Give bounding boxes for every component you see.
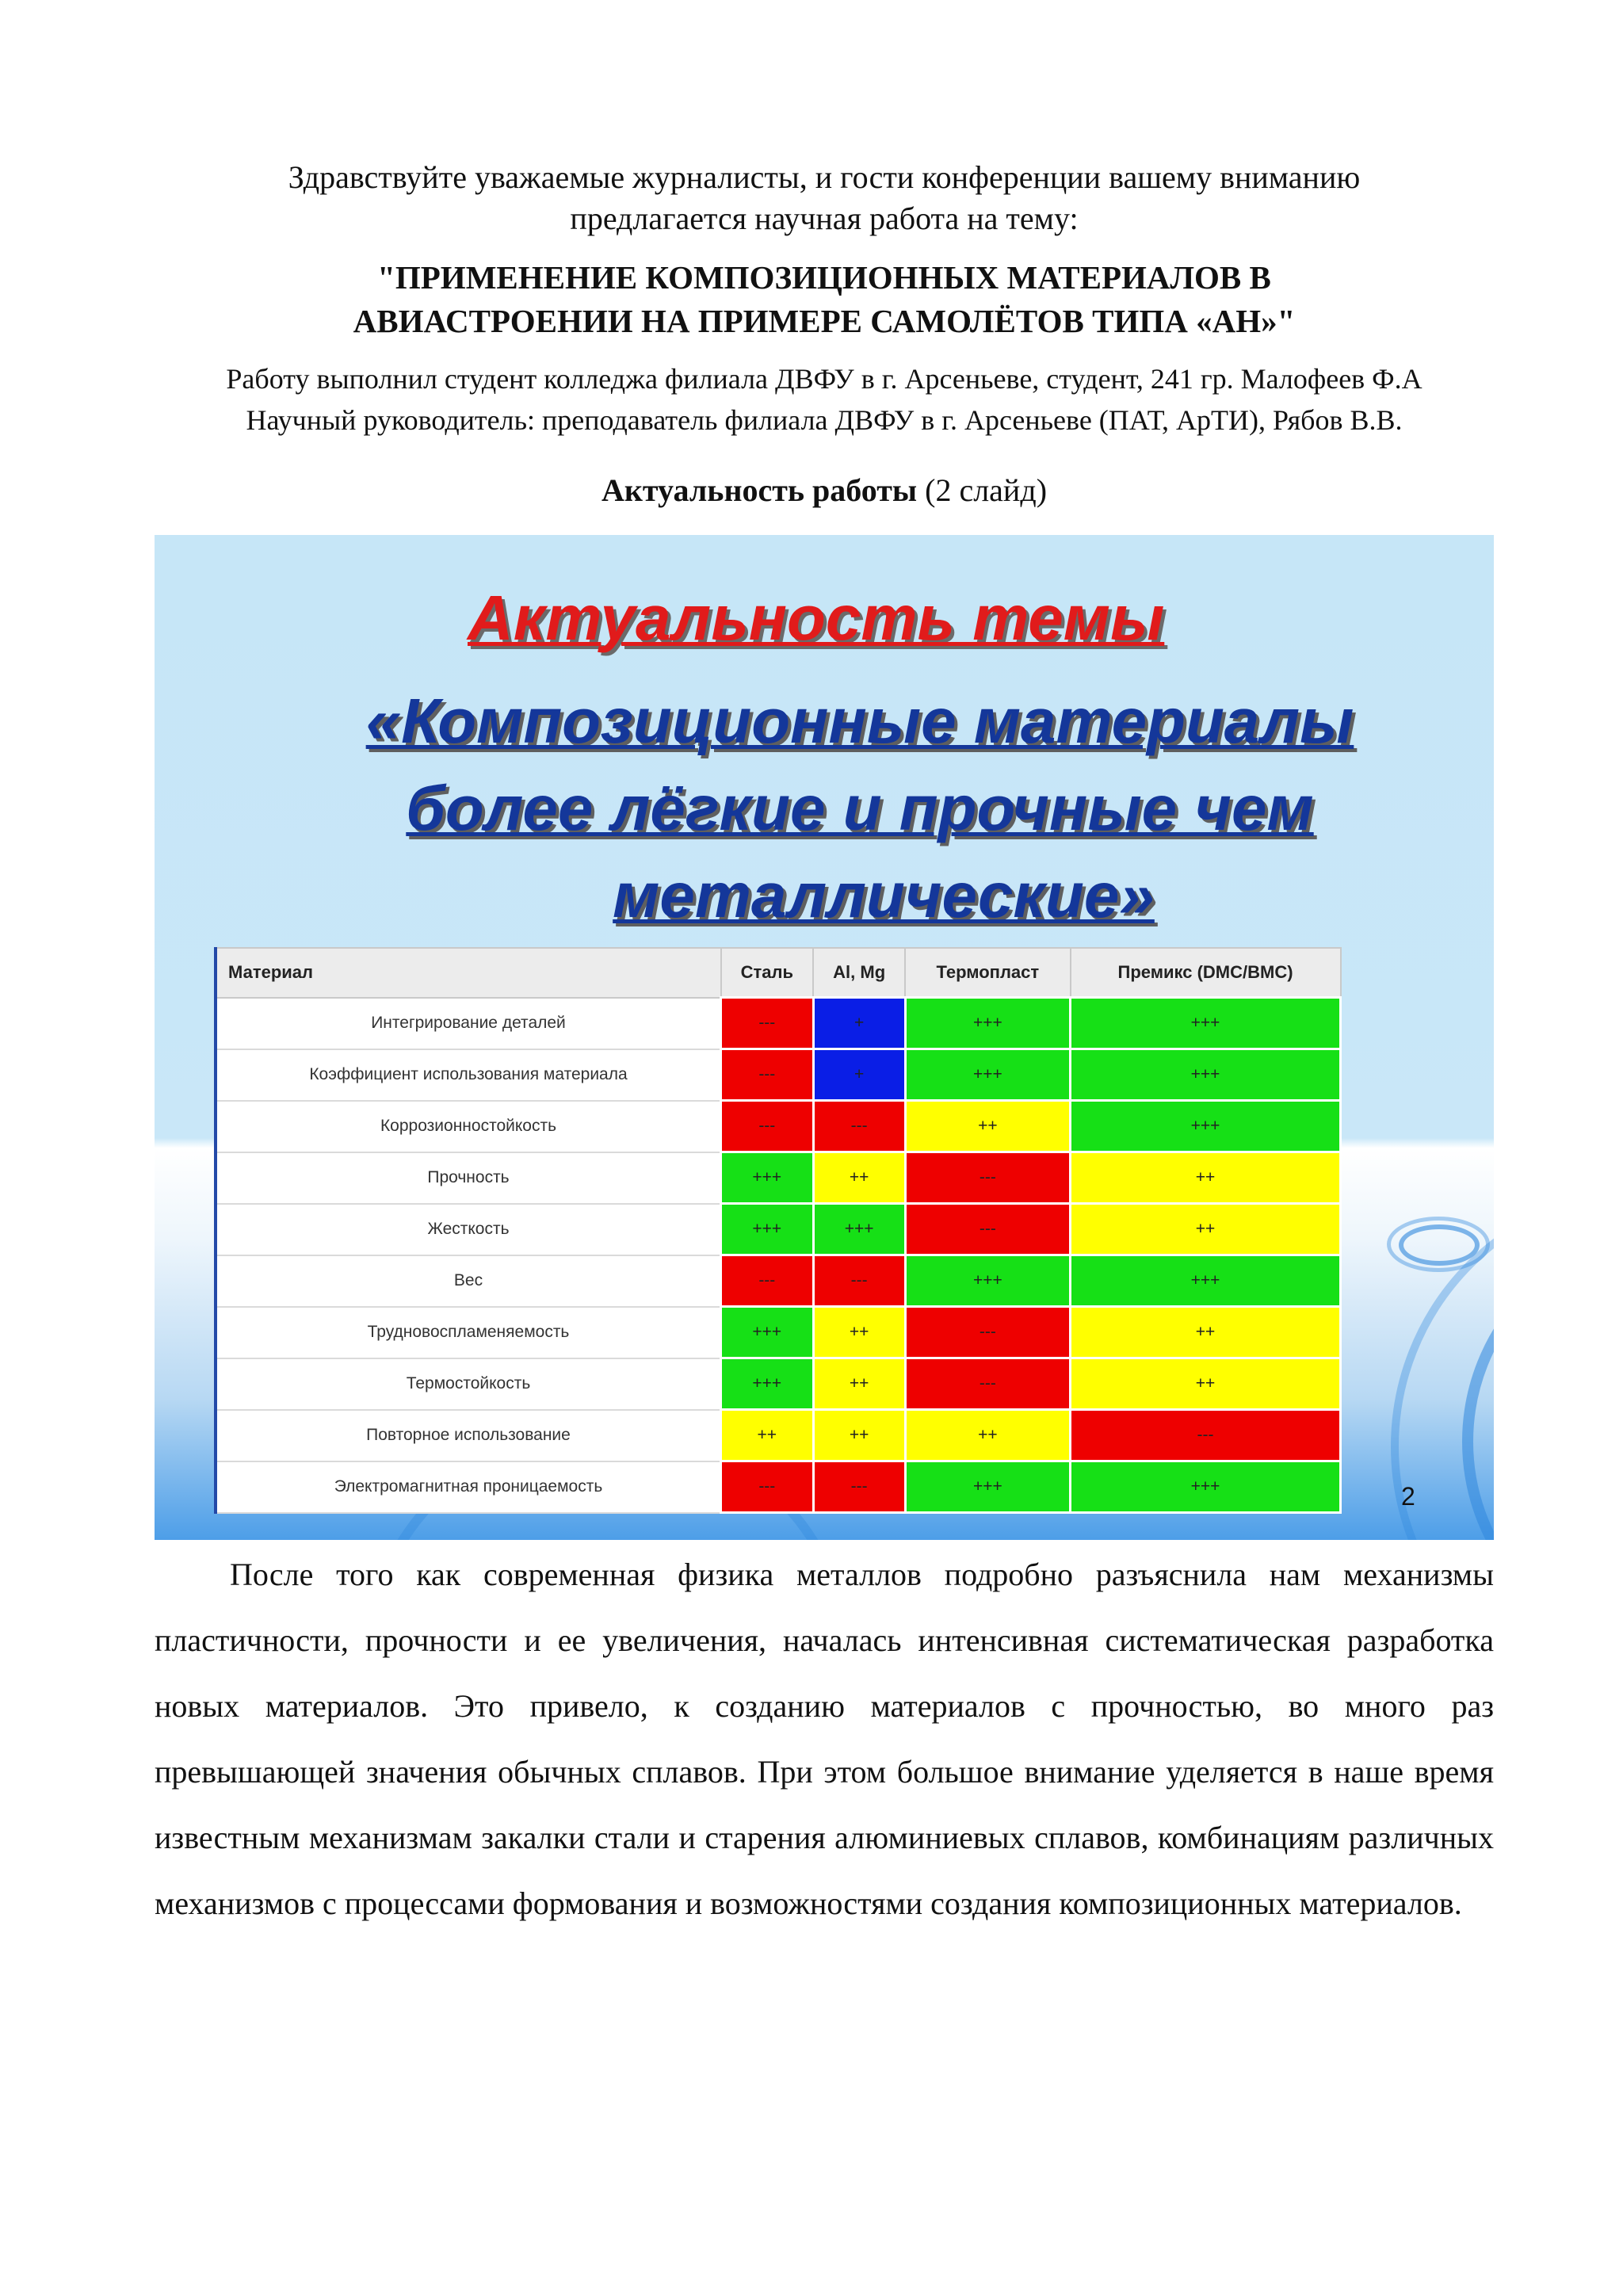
materials-table xyxy=(214,947,1342,1514)
header-premix: Премикс (DMC/BMC) xyxy=(1071,948,1341,998)
document-title xyxy=(155,256,1494,343)
decorative-ring xyxy=(1387,1217,1490,1272)
rating-cell: + xyxy=(813,1049,905,1101)
slide-quote-line-2: более лёгкие и прочные чем xyxy=(406,773,1314,843)
rating-cell: +++ xyxy=(721,1204,814,1255)
rating-cell: --- xyxy=(905,1204,1070,1255)
rating-cell: --- xyxy=(721,1461,814,1513)
intro-line-1: Здравствуйте уважаемые журналисты, и гости конференции вашему вниманию xyxy=(288,159,1361,195)
rating-cell: --- xyxy=(721,998,814,1049)
rating-cell: +++ xyxy=(721,1152,814,1204)
rating-cell: --- xyxy=(721,1255,814,1307)
rating-cell: ++ xyxy=(813,1152,905,1204)
table-row xyxy=(216,1049,1341,1101)
rating-cell: --- xyxy=(1071,1410,1341,1461)
rating-cell: ++ xyxy=(813,1358,905,1410)
row-label: Коррозионностойкость xyxy=(216,1101,721,1152)
rating-cell: +++ xyxy=(1071,1461,1341,1513)
header-thermoplastic: Термопласт xyxy=(905,948,1070,998)
header-material: Материал xyxy=(216,948,721,998)
row-label: Повторное использование xyxy=(216,1410,721,1461)
table-header-row xyxy=(216,948,1341,998)
rating-cell: ++ xyxy=(905,1101,1070,1152)
author-line: Работу выполнил студент колледжа филиала ДВФУ в г. Арсеньеве, студент, 241 гр. Малофеев Ф.А xyxy=(226,363,1423,395)
rating-cell: +++ xyxy=(1071,1049,1341,1101)
section-heading-bold: Актуальность работы xyxy=(601,472,918,508)
table-row xyxy=(216,1307,1341,1358)
section-heading-note: (2 слайд) xyxy=(917,472,1048,508)
rating-cell: +++ xyxy=(721,1358,814,1410)
slide-quote xyxy=(226,678,1391,939)
title-line-2: АВИАСТРОЕНИИ НА ПРИМЕРЕ САМОЛЁТОВ ТИПА «АН»" xyxy=(353,303,1296,339)
header-al-mg: Al, Mg xyxy=(813,948,905,998)
intro-line-2: предлагается научная работа на тему: xyxy=(570,201,1079,236)
section-heading xyxy=(155,470,1494,511)
table-row xyxy=(216,998,1341,1049)
table-row xyxy=(216,1358,1341,1410)
row-label: Интегрирование деталей xyxy=(216,998,721,1049)
rating-cell: ++ xyxy=(905,1410,1070,1461)
rating-cell: ++ xyxy=(721,1410,814,1461)
rating-cell: --- xyxy=(813,1255,905,1307)
row-label: Электромагнитная проницаемость xyxy=(216,1461,721,1513)
body-paragraph: После того как современная физика металлов подробно разъяснила нам механизмы пластичности, прочности и ее увеличения, началась интенсивная систематическая разработка новых материалов. Это привело, к созданию материалов с прочностью, во много раз превышающей значения обычных сплавов. При этом большое внимание уделяется в наше время известным механизмам закалки стали и старения алюминиевых сплавов, комбинациям различных механизмов с процессами формования и возможностями создания композиционных материалов. xyxy=(155,1557,1494,1921)
rating-cell: +++ xyxy=(1071,1255,1341,1307)
rating-cell: ++ xyxy=(1071,1204,1341,1255)
rating-cell: --- xyxy=(813,1461,905,1513)
rating-cell: +++ xyxy=(813,1204,905,1255)
table-body xyxy=(216,998,1341,1513)
rating-cell: ++ xyxy=(1071,1358,1341,1410)
title-line-1: "ПРИМЕНЕНИЕ КОМПОЗИЦИОННЫХ МАТЕРИАЛОВ В xyxy=(377,259,1271,296)
rating-cell: --- xyxy=(721,1049,814,1101)
row-label: Жесткость xyxy=(216,1204,721,1255)
slide-number: 2 xyxy=(1401,1482,1415,1511)
slide-quote-line-3: металлические» xyxy=(613,860,1155,930)
slide-title: Актуальность темы xyxy=(468,583,1165,653)
row-label: Термостойкость xyxy=(216,1358,721,1410)
rating-cell: +++ xyxy=(1071,1101,1341,1152)
row-label: Вес xyxy=(216,1255,721,1307)
rating-cell: --- xyxy=(905,1358,1070,1410)
rating-cell: ++ xyxy=(813,1410,905,1461)
slide-image xyxy=(155,535,1494,1540)
table-row xyxy=(216,1410,1341,1461)
rating-cell: --- xyxy=(721,1101,814,1152)
author-info xyxy=(155,358,1494,441)
rating-cell: --- xyxy=(813,1101,905,1152)
table-row xyxy=(216,1101,1341,1152)
rating-cell: +++ xyxy=(905,1461,1070,1513)
supervisor-line: Научный руководитель: преподаватель филиала ДВФУ в г. Арсеньеве (ПАТ, АрТИ), Рябов В.В. xyxy=(246,404,1403,436)
table-row xyxy=(216,1461,1341,1513)
intro-text xyxy=(155,157,1494,239)
row-label: Прочность xyxy=(216,1152,721,1204)
row-label: Трудновоспламеняемость xyxy=(216,1307,721,1358)
row-label: Коэффициент использования материала xyxy=(216,1049,721,1101)
rating-cell: ++ xyxy=(813,1307,905,1358)
rating-cell: +++ xyxy=(1071,998,1341,1049)
header-steel: Сталь xyxy=(721,948,814,998)
table-row xyxy=(216,1204,1341,1255)
rating-cell: ++ xyxy=(1071,1307,1341,1358)
table-row xyxy=(216,1255,1341,1307)
rating-cell: +++ xyxy=(905,1049,1070,1101)
rating-cell: +++ xyxy=(905,1255,1070,1307)
rating-cell: +++ xyxy=(905,998,1070,1049)
table-row xyxy=(216,1152,1341,1204)
rating-cell: +++ xyxy=(721,1307,814,1358)
rating-cell: ++ xyxy=(1071,1152,1341,1204)
slide-quote-line-1: «Композиционные материалы xyxy=(365,686,1354,756)
rating-cell: + xyxy=(813,998,905,1049)
rating-cell: --- xyxy=(905,1307,1070,1358)
rating-cell: --- xyxy=(905,1152,1070,1204)
